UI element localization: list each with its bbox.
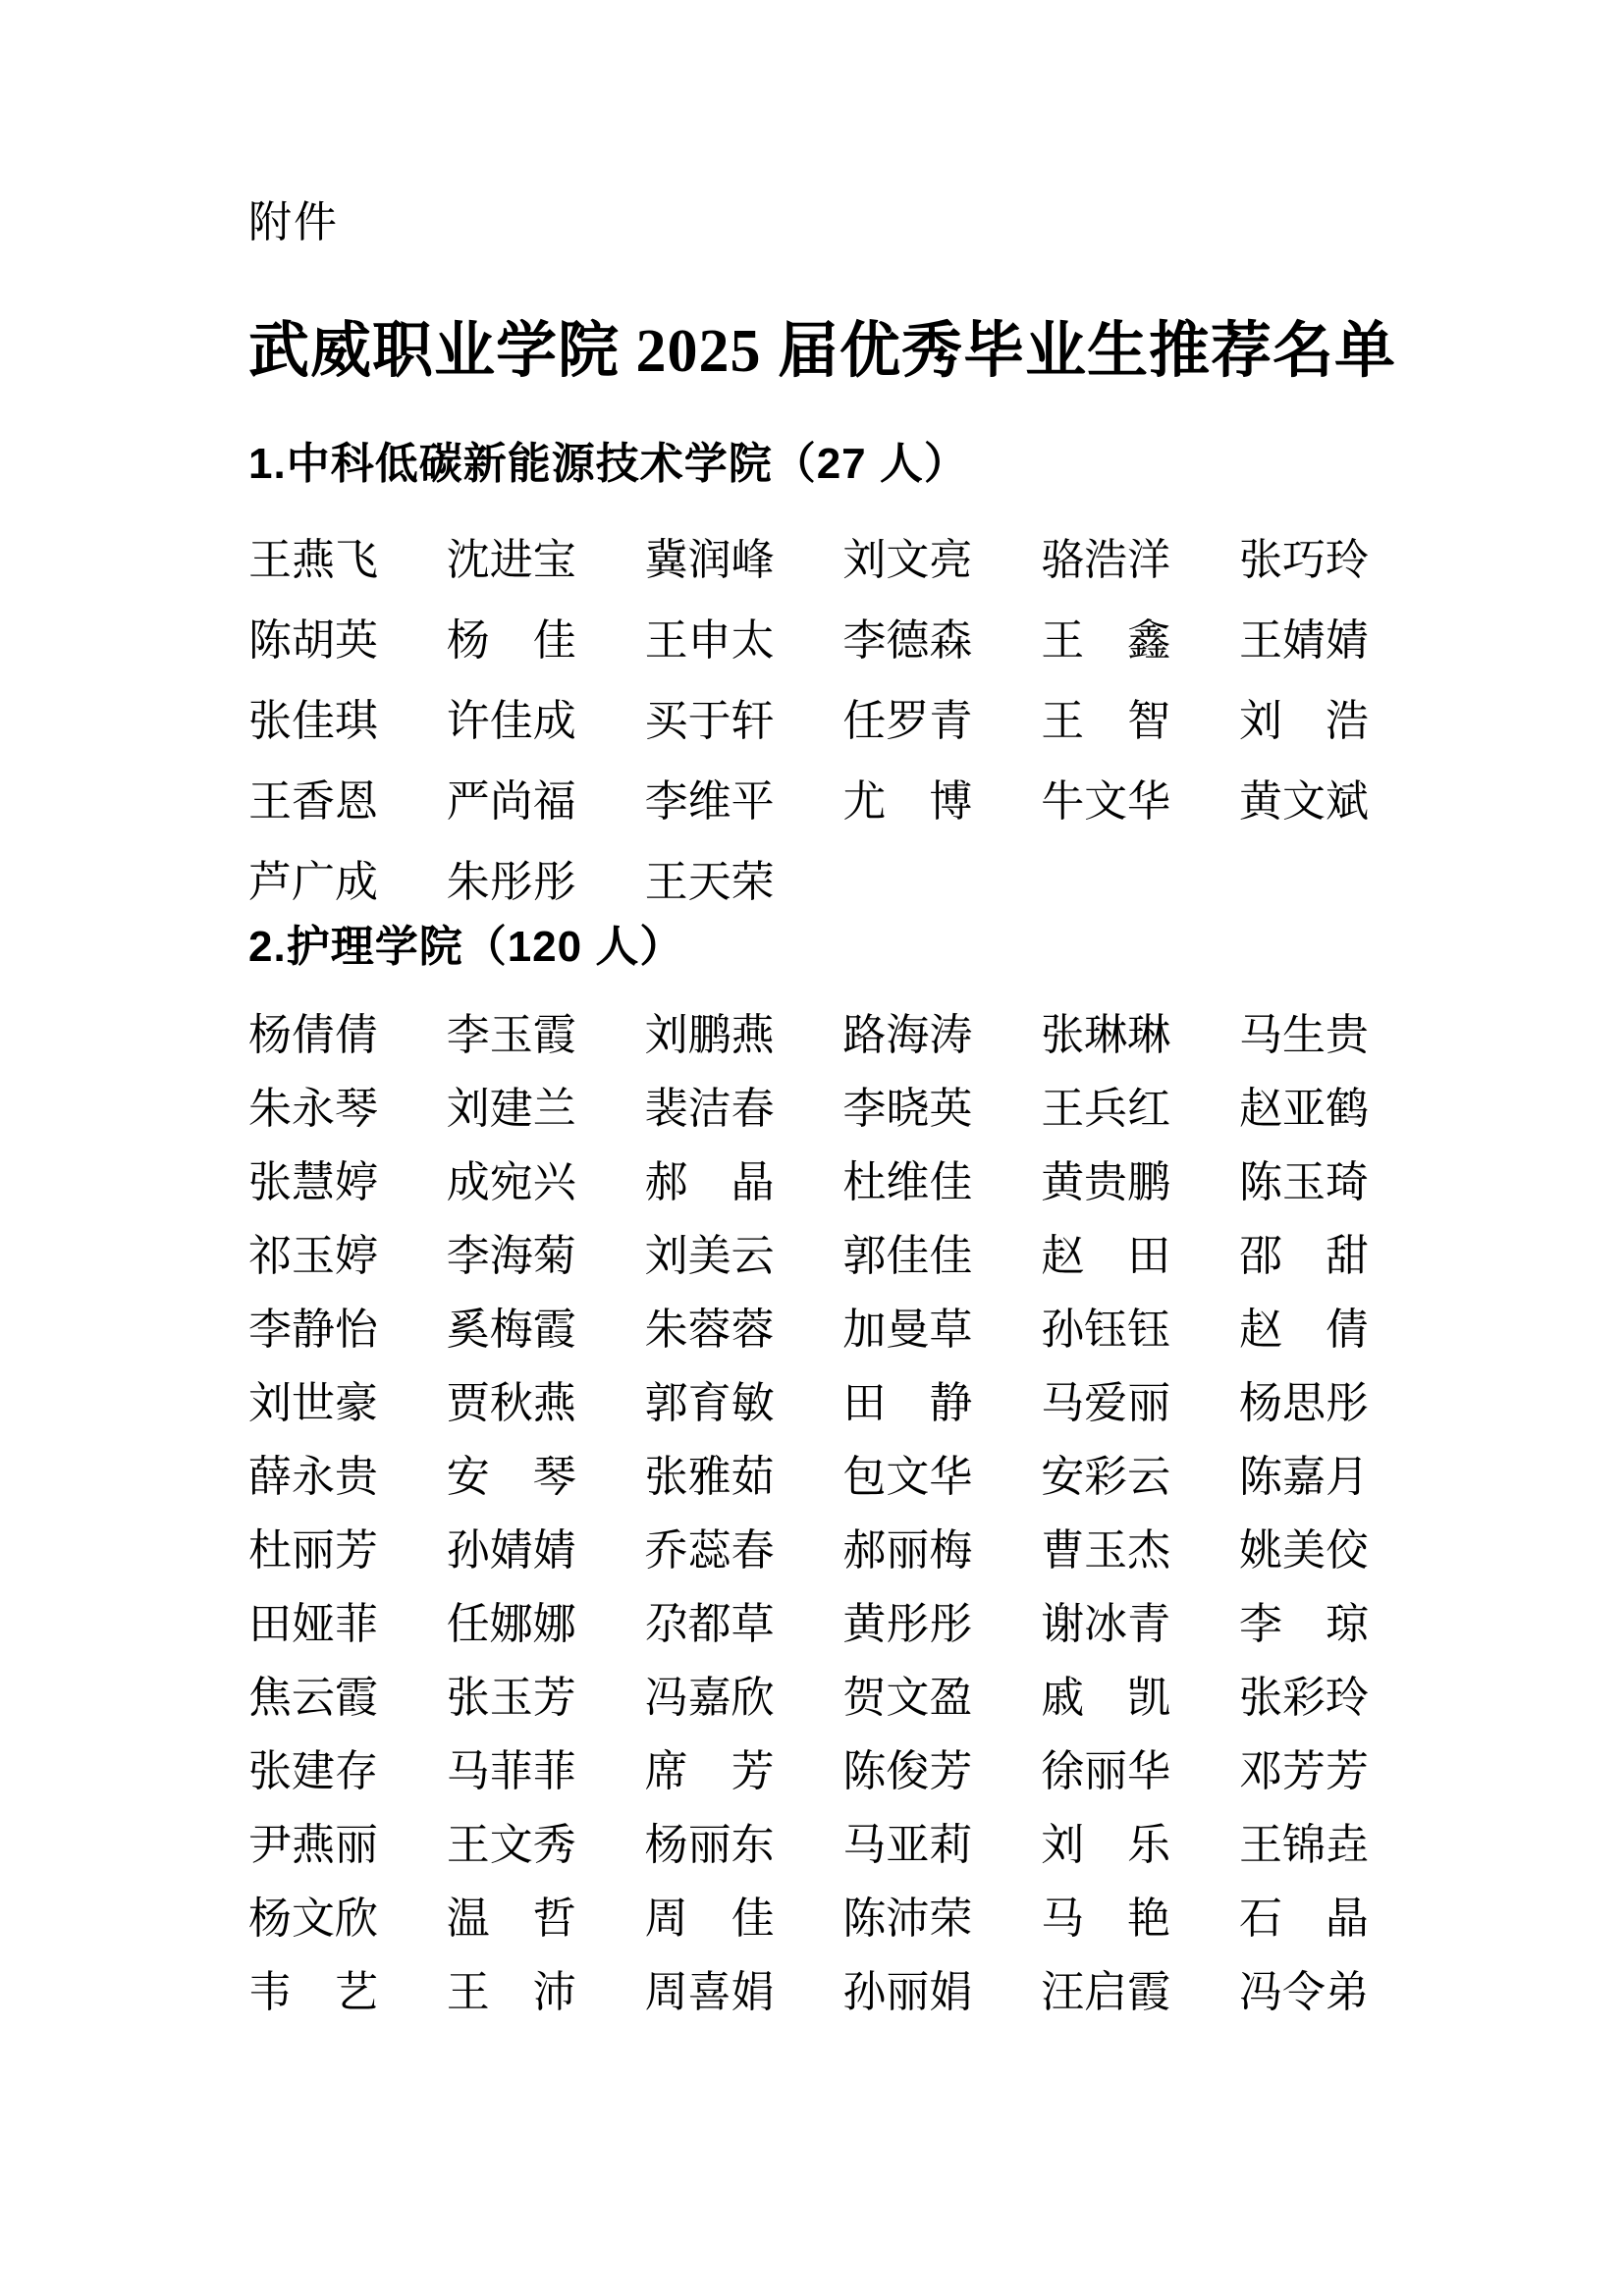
graduate-name: 奚梅霞 [446,1306,576,1354]
graduate-name: 冀润峰 [644,536,775,584]
graduate-name: 贾秋燕 [446,1379,576,1427]
name-row [248,1453,1371,1501]
graduate-name: 田 静 [842,1379,973,1427]
name-row [248,1674,1371,1722]
name-row [248,1085,1371,1133]
graduate-name: 尹燕丽 [248,1821,378,1869]
name-row [248,1011,1371,1059]
graduate-name: 李 琼 [1238,1600,1369,1648]
graduate-name: 裴洁春 [644,1085,775,1133]
graduate-name: 冯令弟 [1238,1968,1369,2016]
graduate-name: 邵 甜 [1238,1232,1369,1280]
graduate-name: 路海涛 [842,1011,973,1059]
graduate-name: 沈进宝 [446,536,576,584]
name-row [248,1526,1371,1575]
graduate-name: 张建存 [248,1747,378,1795]
section-heading: 1.中科低碳新能源技术学院（27 人） [248,440,968,488]
graduate-name: 韦 艺 [248,1968,378,2016]
graduate-name: 牛文华 [1041,777,1171,826]
graduate-name: 张琳琳 [1041,1011,1171,1059]
graduate-name: 尤 博 [842,777,973,826]
name-row [248,536,1371,584]
name-row [248,1308,1371,1352]
graduate-name: 李静怡 [248,1306,378,1354]
graduate-name: 张雅茹 [644,1453,775,1501]
graduate-name: 张彩玲 [1238,1674,1369,1722]
graduate-name: 王 沛 [446,1968,576,2016]
graduate-name: 王燕飞 [248,536,378,584]
document-title: 武威职业学院 2025 届优秀毕业生推荐名单 [248,318,1397,385]
graduate-name: 陈玉琦 [1238,1158,1369,1206]
graduate-name: 王锦垚 [1238,1821,1369,1869]
attachment-label: 附件 [248,198,339,246]
graduate-name: 朱蓉蓉 [644,1306,775,1354]
graduate-name: 刘 浩 [1238,697,1369,745]
graduate-name: 黄彤彤 [842,1600,973,1648]
graduate-name: 杨倩倩 [248,1011,378,1059]
graduate-name: 石 晶 [1238,1895,1369,1943]
graduate-name: 孙婧婧 [446,1526,576,1575]
name-row [248,616,1371,665]
name-row [248,1821,1371,1869]
graduate-name: 王文秀 [446,1821,576,1869]
name-row [248,1897,1371,1941]
graduate-name: 张佳琪 [248,697,378,745]
name-row [248,1968,1371,2016]
name-row [248,858,1371,906]
graduate-name: 周喜娟 [644,1968,775,2016]
graduate-name: 买于轩 [644,697,775,745]
graduate-name: 李玉霞 [446,1011,576,1059]
graduate-name: 曹玉杰 [1041,1526,1171,1575]
graduate-name: 骆浩洋 [1041,536,1171,584]
graduate-name: 田娅菲 [248,1600,378,1648]
graduate-name: 马菲菲 [446,1747,576,1795]
name-row [248,1232,1371,1280]
graduate-name: 温 哲 [446,1895,576,1943]
graduate-name: 贺文盈 [842,1674,973,1722]
graduate-name: 刘 乐 [1041,1821,1171,1869]
graduate-name: 孙钰钰 [1041,1306,1171,1354]
graduate-name: 戚 凯 [1041,1674,1171,1722]
graduate-name: 刘文亮 [842,536,973,584]
graduate-name: 陈沛荣 [842,1895,973,1943]
graduate-name: 李海菊 [446,1232,576,1280]
graduate-name: 黄贵鹏 [1041,1158,1171,1206]
graduate-name: 张慧婷 [248,1158,378,1206]
name-row [248,777,1371,826]
graduate-name: 刘美云 [644,1232,775,1280]
graduate-name: 任罗青 [842,697,973,745]
graduate-name: 尕都草 [644,1600,775,1648]
graduate-name: 安 琴 [446,1453,576,1501]
graduate-name: 包文华 [842,1453,973,1501]
graduate-name: 马 艳 [1041,1895,1171,1943]
graduate-name: 张玉芳 [446,1674,576,1722]
graduate-name: 马亚莉 [842,1821,973,1869]
graduate-name: 陈俊芳 [842,1747,973,1795]
graduate-name: 加曼草 [842,1306,973,1354]
graduate-name: 李维平 [644,777,775,826]
graduate-name: 朱彤彤 [446,858,576,906]
graduate-name: 赵 田 [1041,1232,1171,1280]
graduate-name: 王兵红 [1041,1085,1171,1133]
graduate-name: 焦云霞 [248,1674,378,1722]
name-row [248,1379,1371,1427]
name-row [248,697,1371,745]
graduate-name: 王 智 [1041,697,1171,745]
graduate-name: 任娜娜 [446,1600,576,1648]
section-heading: 2.护理学院（120 人） [248,923,684,971]
graduate-name: 马爱丽 [1041,1379,1171,1427]
graduate-name: 郝丽梅 [842,1526,973,1575]
graduate-name: 徐丽华 [1041,1747,1171,1795]
graduate-name: 成宛兴 [446,1158,576,1206]
graduate-name: 王 鑫 [1041,616,1171,665]
graduate-name: 许佳成 [446,697,576,745]
graduate-name: 周 佳 [644,1895,775,1943]
graduate-name: 杜丽芳 [248,1526,378,1575]
graduate-name: 薛永贵 [248,1453,378,1501]
graduate-name: 汪启霞 [1041,1968,1171,2016]
graduate-name: 李德森 [842,616,973,665]
graduate-name: 王申太 [644,616,775,665]
graduate-name: 郭育敏 [644,1379,775,1427]
name-row [248,1747,1371,1795]
graduate-name: 刘世豪 [248,1379,378,1427]
graduate-name: 杨 佳 [446,616,576,665]
graduate-name: 祁玉婷 [248,1232,378,1280]
graduate-name: 马生贵 [1238,1011,1369,1059]
graduate-name: 杨思彤 [1238,1379,1369,1427]
graduate-name: 杜维佳 [842,1158,973,1206]
graduate-name: 王香恩 [248,777,378,826]
graduate-name: 严尚福 [446,777,576,826]
graduate-name: 冯嘉欣 [644,1674,775,1722]
graduate-name: 安彩云 [1041,1453,1171,1501]
graduate-name: 陈嘉月 [1238,1453,1369,1501]
graduate-name: 赵 倩 [1238,1306,1369,1354]
graduate-name: 孙丽娟 [842,1968,973,2016]
graduate-name: 朱永琴 [248,1085,378,1133]
graduate-name: 芦广成 [248,858,378,906]
graduate-name: 陈胡英 [248,616,378,665]
graduate-name: 王天荣 [644,858,775,906]
graduate-name: 王婧婧 [1238,616,1369,665]
graduate-name: 张巧玲 [1238,536,1369,584]
graduate-name: 姚美佼 [1238,1526,1369,1575]
sections-container [248,440,1371,2016]
graduate-name: 李晓英 [842,1085,973,1133]
graduate-name: 杨文欣 [248,1895,378,1943]
graduate-name: 杨丽东 [644,1821,775,1869]
graduate-name: 赵亚鹤 [1238,1085,1369,1133]
graduate-name: 郭佳佳 [842,1232,973,1280]
graduate-name: 郝 晶 [644,1158,775,1206]
section-1 [248,440,1371,906]
graduate-name: 乔蕊春 [644,1526,775,1575]
section-2 [248,923,1371,2016]
graduate-name: 刘鹏燕 [644,1011,775,1059]
name-row [248,1600,1371,1648]
graduate-name: 谢冰青 [1041,1600,1171,1648]
graduate-name: 邓芳芳 [1238,1747,1369,1795]
graduate-name: 刘建兰 [446,1085,576,1133]
graduate-name: 席 芳 [644,1747,775,1795]
graduate-name: 黄文斌 [1238,777,1369,826]
name-row [248,1158,1371,1206]
